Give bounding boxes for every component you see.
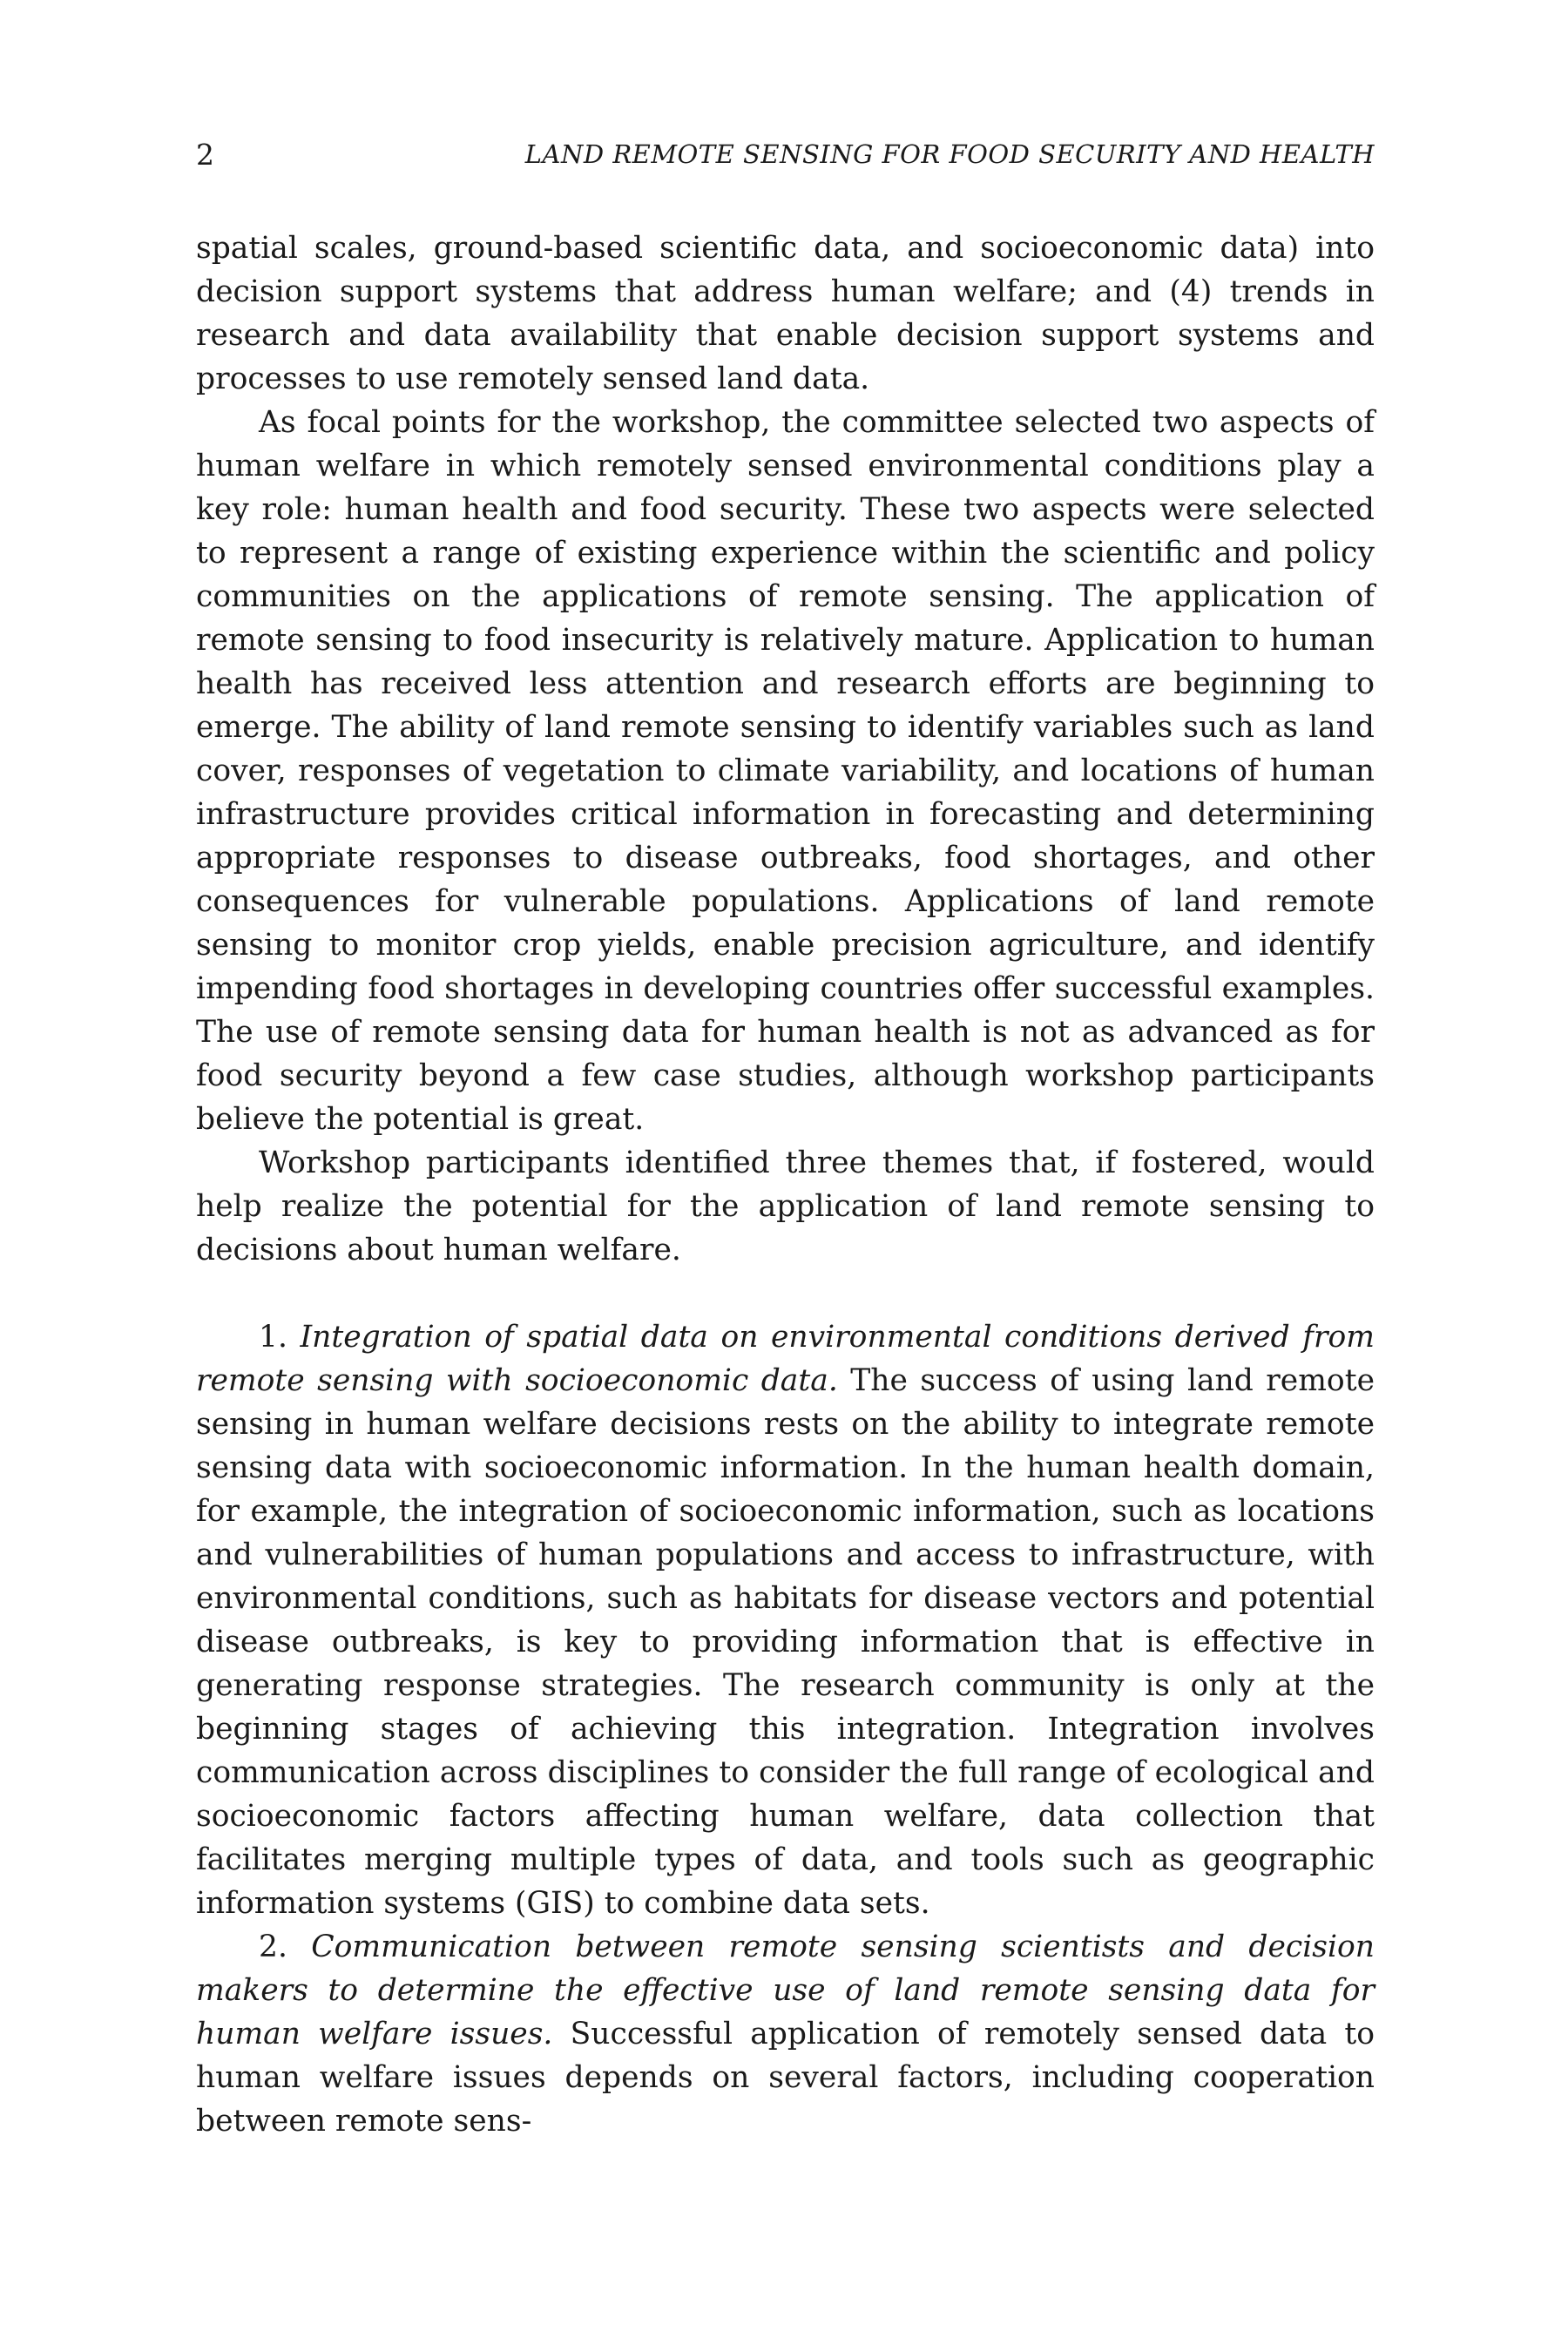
theme-number: 1. [259, 1320, 287, 1355]
paragraph-gap [196, 1272, 1375, 1315]
page-header [196, 138, 1375, 181]
body-text [196, 226, 1375, 2143]
paragraph-focal-points: As focal points for the workshop, the committee selected two aspects of human welfare in which remotely sensed environmental conditions play a key role: human health and food security. These two aspects were selected to represent a range of existing experience within the scientific and policy communities on the applications of remote sensing. The application of remote sensing to food insecurity is relatively mature. Application to human health has received less attention and research efforts are beginning to emerge. The ability of land remote sensing to identify variables such as land cover, responses of vegetation to climate variability, and locations of human infrastructure provides critical information in forecasting and determining appropriate responses to disease outbreaks, food shortages, and other consequences for vulnerable populations. Applications of land remote sensing to monitor crop yields, enable precision agriculture, and identify impending food shortages in developing countries offer successful examples. The use of remote sensing data for human health is not as advanced as for food security beyond a few case studies, although workshop participants believe the potential is great. [196, 405, 1375, 1137]
paragraph-themes-intro: Workshop participants identified three themes that, if fostered, would help realize the potential for the application of land remote sensing to decisions about human welfare. [196, 1146, 1375, 1267]
theme-number: 2. [259, 1930, 287, 1964]
theme-item-2 [196, 1925, 1375, 2143]
paragraph-continued: spatial scales, ground-based scientific data, and socioeconomic data) into decision support systems that address human welfare; and (4) trends in research and data availability that enable decision support systems and processes to use remotely sensed land data. [196, 231, 1375, 396]
running-head: LAND REMOTE SENSING FOR FOOD SECURITY AND HEALTH [524, 139, 1375, 169]
theme-title: Integration of spatial data on environmental conditions derived from remote sensing with socioeconomic data. [196, 1320, 1375, 1398]
page-number: 2 [196, 138, 214, 172]
theme-text: The success of using land remote sensing in human welfare decisions rests on the ability to integrate remote sensing data with socioeconomic information. In the human health domain, for example, the integration of socioeconomic information, such as locations and vulnerabilities of human populations and access to infrastructure, with environmental conditions, such as habitats for disease vectors and potential disease outbreaks, is key to providing information that is effective in generating response strategies. The research community is only at the beginning stages of achieving this integration. Integration involves communication across disciplines to consider the full range of ecological and socioeconomic factors affecting human welfare, data collection that facilitates merging multiple types of data, and tools such as geographic information systems (GIS) to combine data sets. [196, 1363, 1375, 1921]
theme-item-1 [196, 1315, 1375, 1925]
theme-title: Communication between remote sensing scientists and decision makers to determine the effective use of land remote sensing data for human welfare issues. [196, 1930, 1375, 2051]
theme-text: Successful application of remotely sensed data to human welfare issues depends on several factors, including cooperation between remote sens- [196, 2017, 1375, 2139]
